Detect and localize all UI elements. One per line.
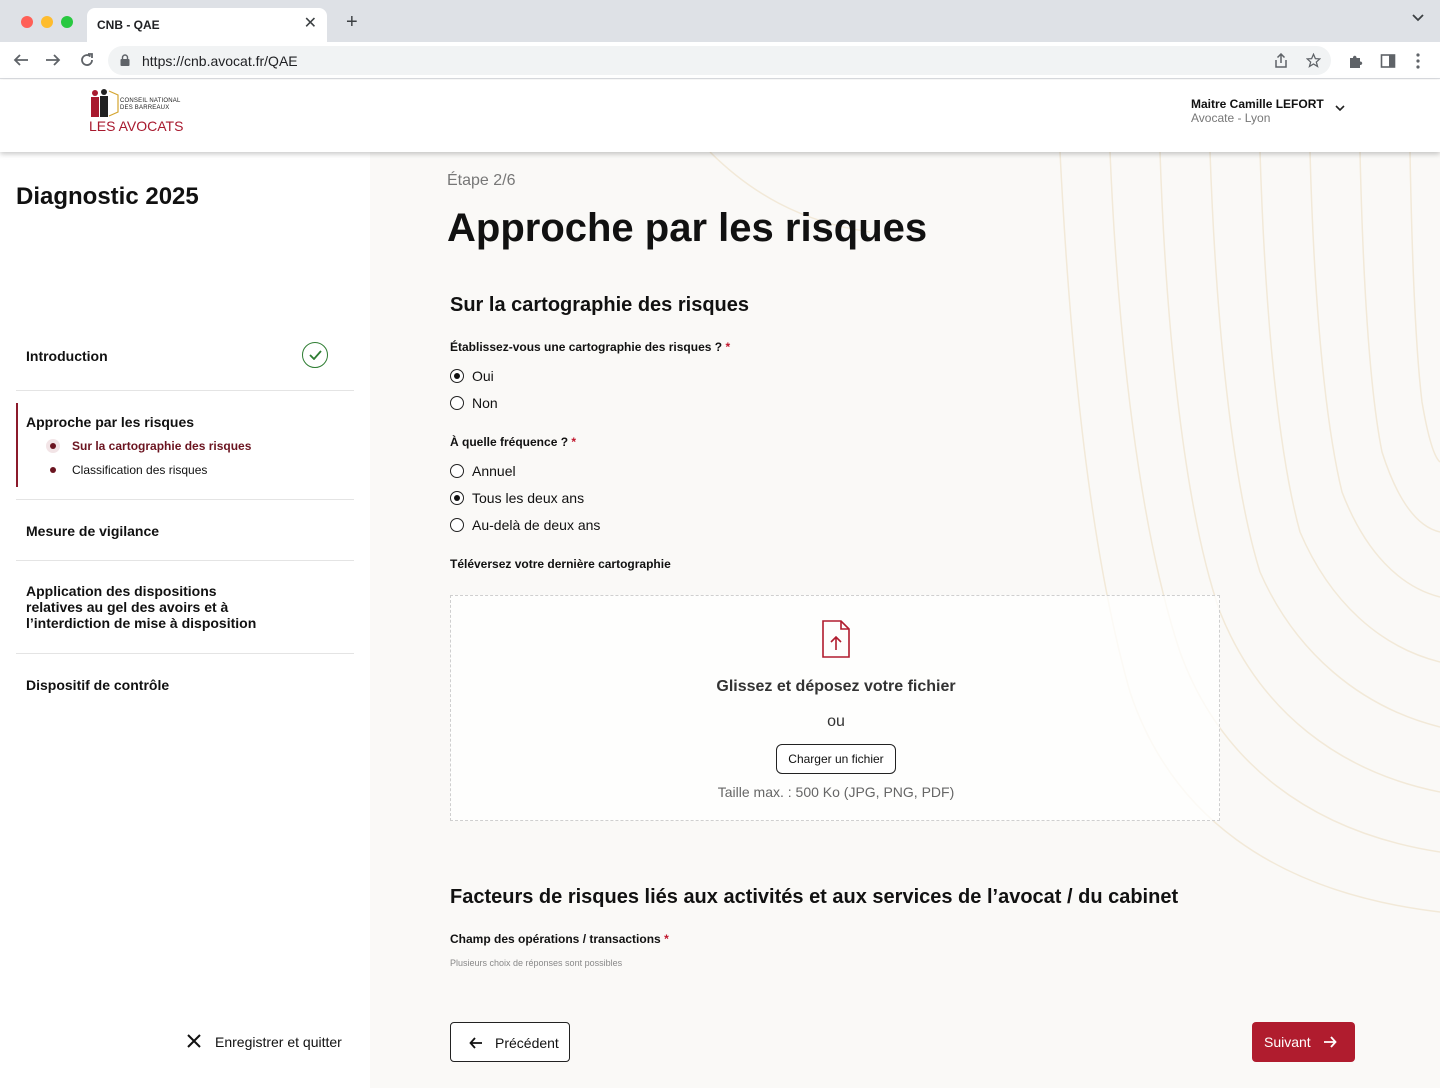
radio-button[interactable] [450,396,464,410]
radio-label: Oui [472,368,494,384]
step-indicator: Étape 2/6 [447,172,516,189]
radio-button[interactable] [450,464,464,478]
url-text: https://cnb.avocat.fr/QAE [142,53,298,69]
reload-icon[interactable] [79,52,95,68]
sidebar-subitem-classification[interactable]: Classification des risques [72,463,208,477]
question-champ-operations-label: Champ des opérations / transactions * [450,932,669,946]
sidebar-item-mesure-vigilance[interactable]: Mesure de vigilance [26,523,160,539]
sidebar-divider [16,390,354,391]
previous-label: Précédent [495,1035,559,1051]
upload-file-button[interactable]: Charger un fichier [776,744,896,774]
radio-button-checked[interactable] [450,491,464,505]
chevron-down-icon[interactable] [1334,104,1346,112]
sidebar-item-dispositif-controle[interactable]: Dispositif de contrôle [26,677,170,693]
sidebar-item-gel-avoirs[interactable]: Application des dispositions relatives au gel des avoirs et à l’interdiction de mise à disposition [26,583,257,631]
sidebar-item-introduction[interactable]: Introduction [26,348,108,364]
user-name[interactable]: Maitre Camille LEFORT [1191,97,1324,111]
page-title: Approche par les risques [447,206,928,250]
save-and-quit-label: Enregistrer et quitter [215,1034,342,1050]
multi-choice-hint: Plusieurs choix de réponses sont possibles [450,958,623,968]
required-marker: * [664,932,669,946]
logo-bottom-text: LES AVOCATS [89,118,184,134]
address-bar[interactable] [108,46,1331,75]
tab-title: CNB - QAE [97,18,160,32]
tab-search-chevron-icon[interactable] [1412,14,1424,22]
required-marker: * [571,435,577,449]
substep-bullet [50,467,56,473]
sidebar-item-approche-risques[interactable]: Approche par les risques [26,414,195,430]
section-title-facteurs: Facteurs de risques liés aux activités et aux services de l’avocat / du cabinet [450,886,1179,908]
tab-close-icon[interactable]: ✕ [303,15,317,32]
star-icon[interactable] [1306,53,1321,68]
substep-bullet [50,443,56,449]
browser-tab-bar [0,0,1440,42]
sidebar-divider [16,560,354,561]
upload-size-info: Taille max. : 500 Ko (JPG, PNG, PDF) [717,784,955,800]
lock-icon [120,54,130,66]
file-upload-icon [821,620,851,658]
sidebar-divider [16,653,354,654]
back-arrow-icon[interactable] [13,52,29,68]
sidebar-divider [16,499,354,500]
window-minimize-button[interactable] [41,16,53,28]
window-close-button[interactable] [21,16,33,28]
sidebar-subitem-cartographie[interactable]: Sur la cartographie des risques [72,439,252,453]
next-button[interactable] [1252,1022,1355,1062]
completed-check [302,342,328,368]
radio-label: Tous les deux ans [472,490,585,506]
logo-mark-icon [89,88,119,120]
dropzone-title: Glissez et déposez votre fichier [716,678,956,695]
cnb-logo[interactable] [89,88,189,136]
extensions-icon[interactable] [1348,53,1364,69]
check-icon [309,350,322,360]
next-label: Suivant [1264,1034,1311,1050]
main-content [370,152,1440,1088]
active-step-indicator [16,403,18,487]
diagnostic-title: Diagnostic 2025 [16,183,199,210]
dropzone-or: ou [827,713,845,730]
close-icon [186,1033,202,1049]
app-header [0,80,1440,152]
forward-arrow-icon[interactable] [45,52,61,68]
radio-label: Au-delà de deux ans [472,517,601,533]
required-marker: * [725,340,731,354]
previous-button[interactable] [450,1022,570,1062]
radio-label: Annuel [472,463,516,479]
sidepanel-icon[interactable] [1380,53,1396,69]
sidebar [0,152,370,1088]
radio-button[interactable] [450,518,464,532]
window-maximize-button[interactable] [61,16,73,28]
section-title-cartographie: Sur la cartographie des risques [450,294,749,316]
upload-label: Téléversez votre dernière cartographie [450,557,671,571]
new-tab-button[interactable]: + [346,11,358,33]
browser-tab[interactable] [87,8,327,42]
user-role: Avocate - Lyon [1191,111,1271,125]
question-frequence-label: À quelle fréquence ? * [450,435,577,449]
browser-toolbar [0,42,1440,79]
kebab-menu-icon[interactable] [1416,53,1420,69]
question-cartographie-label: Établissez-vous une cartographie des risques ? * [450,340,731,354]
logo-top-text: CONSEIL NATIONAL DES BARREAUX [120,98,181,111]
share-icon[interactable] [1274,53,1288,68]
file-dropzone[interactable] [450,595,1220,821]
arrow-left-icon [469,1036,483,1050]
arrow-right-icon [1323,1035,1337,1049]
radio-label: Non [472,395,498,411]
radio-button-checked[interactable] [450,369,464,383]
